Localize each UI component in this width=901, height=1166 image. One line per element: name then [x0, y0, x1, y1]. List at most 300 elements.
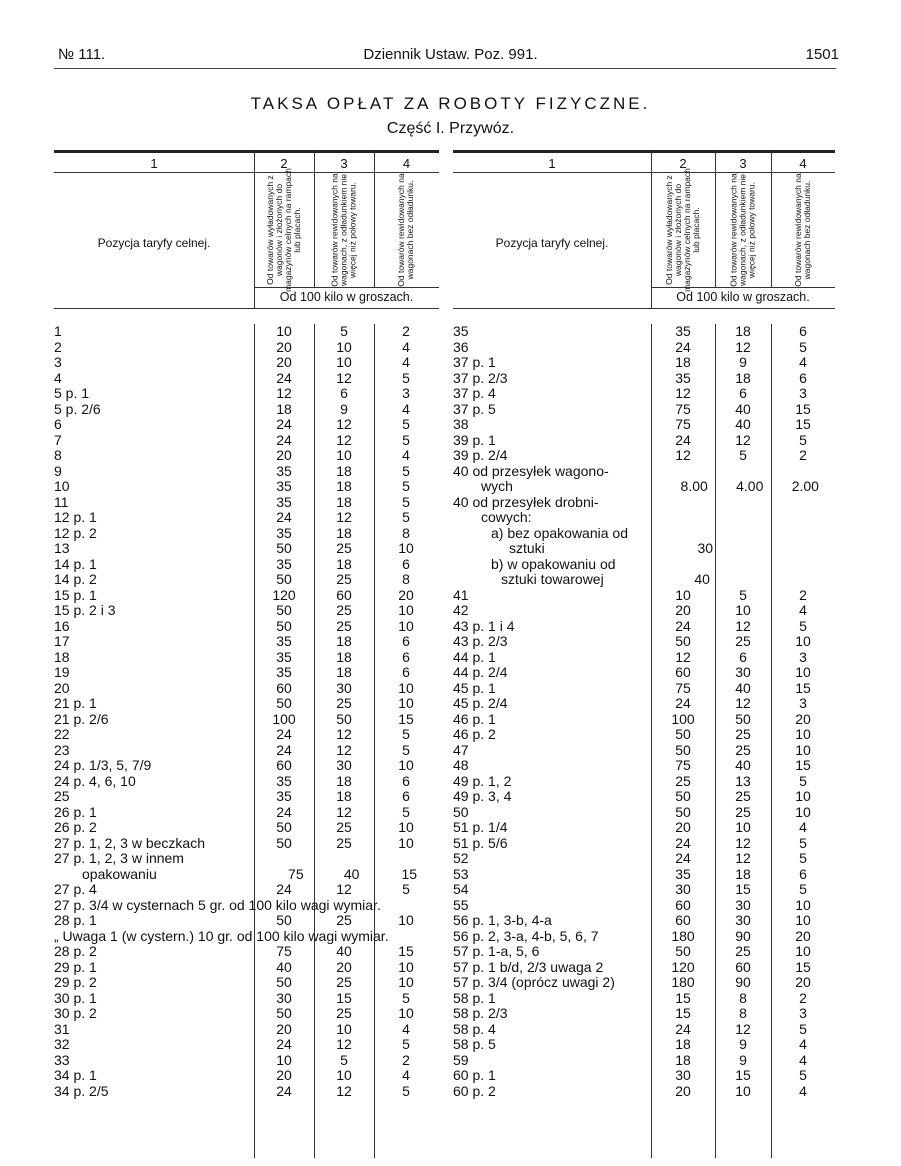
- position-cell: „ Uwaga 1 (w cystern.) 10 gr. od 100 kilo wagi wymiar.: [54, 927, 389, 944]
- unload-fee-cell: 8.00: [680, 478, 708, 494]
- table-row: [453, 1084, 835, 1100]
- table-row: [54, 433, 439, 449]
- unload-fee-cell: 35: [276, 633, 292, 649]
- inspection-fee-cell: 20: [795, 710, 811, 727]
- unload-fee-cell: 18: [675, 1036, 691, 1052]
- unload-fee-cell: 20: [276, 354, 292, 370]
- unload-fee-cell: 35: [675, 369, 691, 386]
- inspection-fee-cell: 4: [402, 338, 410, 355]
- inspection-fee-cell: 5: [402, 741, 410, 758]
- position-cell: 14 p. 1: [54, 555, 97, 572]
- partial-inspection-fee-cell: 5: [340, 323, 348, 339]
- table-row: [453, 820, 835, 836]
- table-row: [453, 712, 835, 728]
- table-row: [453, 1068, 835, 1084]
- inspection-fee-cell: 20: [795, 974, 811, 990]
- partial-inspection-fee-cell: 25: [735, 741, 751, 758]
- unload-fee-cell: 35: [276, 648, 292, 665]
- unload-fee-cell: 24: [675, 850, 691, 866]
- partial-inspection-fee-cell: 10: [336, 447, 352, 463]
- unload-fee-cell: 24: [276, 726, 292, 742]
- position-cell: 30 p. 2: [54, 1005, 97, 1021]
- unload-fee-cell: 12: [675, 648, 691, 665]
- unload-fee-cell: 50: [276, 1005, 292, 1021]
- table-row: [453, 464, 835, 480]
- partial-inspection-fee-cell: 40: [343, 865, 360, 882]
- table-row: [54, 634, 439, 650]
- position-cell: 51 p. 1/4: [453, 819, 508, 835]
- inspection-fee-cell: 2.00: [791, 478, 819, 494]
- position-cell: 57 p. 3/4 (oprócz uwagi 2): [453, 974, 615, 990]
- position-cell: 58 p. 4: [453, 1020, 496, 1037]
- partial-inspection-fee-cell: 25: [735, 803, 751, 820]
- partial-inspection-fee-cell: 9: [739, 354, 747, 370]
- position-cell: 5 p. 2/6: [54, 400, 101, 417]
- inspection-fee-cell: 5: [799, 834, 807, 851]
- partial-inspection-fee-cell: 25: [336, 974, 352, 990]
- position-cell: 58 p. 2/3: [453, 1005, 508, 1021]
- table-row: [54, 882, 439, 898]
- position-cell: 56 p. 2, 3-a, 4-b, 5, 6, 7: [453, 927, 599, 944]
- position-cell: 15 p. 2 i 3: [54, 602, 116, 618]
- unload-fee-cell: 60: [675, 664, 691, 680]
- partial-inspection-fee-cell: 60: [735, 958, 751, 975]
- unload-fee-cell: 35: [675, 323, 691, 339]
- partial-inspection-fee-cell: 12: [336, 803, 352, 820]
- partial-inspection-fee-cell: 30: [336, 679, 352, 696]
- partial-inspection-fee-cell: 12: [336, 416, 352, 432]
- partial-inspection-fee-cell: 8: [739, 1005, 747, 1021]
- inspection-fee-cell: 3: [799, 695, 807, 711]
- partial-inspection-fee-cell: 10: [336, 1067, 352, 1083]
- document-subtitle: Część I. Przywóz.: [386, 120, 515, 137]
- unload-fee-cell: 180: [671, 974, 695, 990]
- position-cell: 55: [453, 896, 469, 913]
- position-cell: 45 p. 1: [453, 679, 496, 696]
- inspection-fee-cell: 6: [799, 369, 807, 386]
- inspection-fee-cell: 10: [398, 1005, 414, 1021]
- unload-fee-cell: 24: [276, 431, 292, 448]
- position-cell: 39 p. 2/4: [453, 447, 508, 463]
- inspection-fee-cell: 5: [799, 1067, 807, 1083]
- table-row: [54, 650, 439, 666]
- partial-inspection-fee-cell: 40: [735, 416, 751, 432]
- unit-header: Od 100 kilo w groszach.: [279, 290, 414, 304]
- inspection-fee-cell: 10: [795, 741, 811, 758]
- inspection-fee-cell: 8: [402, 571, 410, 587]
- inspection-fee-cell: 6: [402, 633, 410, 649]
- position-cell: 50: [453, 803, 469, 820]
- unload-fee-cell: 18: [675, 1051, 691, 1068]
- partial-inspection-fee-cell: 5: [739, 586, 747, 603]
- unload-fee-cell: 30: [276, 989, 292, 1006]
- journal-title: Dziennik Ustaw. Poz. 991.: [363, 46, 538, 63]
- inspection-fee-cell: 4: [799, 1036, 807, 1052]
- partial-inspection-fee-cell: 9: [739, 1036, 747, 1052]
- table-row: [453, 727, 835, 743]
- table-row: [54, 913, 439, 929]
- inspection-fee-cell: 15: [795, 757, 811, 773]
- table-row: [453, 944, 835, 960]
- table-row: [54, 696, 439, 712]
- position-cell: 42: [453, 602, 469, 618]
- inspection-fee-cell: 10: [398, 695, 414, 711]
- partial-inspection-fee-cell: 25: [336, 617, 352, 634]
- inspection-fee-cell: 10: [795, 788, 811, 804]
- position-cell: 8: [54, 447, 62, 463]
- inspection-fee-cell: 5: [799, 881, 807, 897]
- table-row: [54, 774, 439, 790]
- column-number: 1: [150, 156, 158, 171]
- unload-fee-cell: 75: [288, 865, 304, 882]
- tariff-table-right: [453, 150, 835, 1158]
- inspection-fee-cell: 5: [799, 338, 807, 355]
- table-row: [54, 867, 439, 883]
- unload-fee-cell: 10: [276, 323, 292, 339]
- table-row: [54, 758, 439, 774]
- table-row: [453, 510, 835, 526]
- position-cell: 18: [54, 648, 70, 665]
- unload-fee-cell: 24: [276, 369, 292, 386]
- unload-fee-cell: 15: [675, 989, 691, 1006]
- table-row: [54, 526, 439, 542]
- partial-inspection-fee-cell: 12: [735, 338, 751, 355]
- partial-inspection-fee-cell: 90: [735, 927, 751, 944]
- table-row: [453, 960, 835, 976]
- table-row: [54, 479, 439, 495]
- header-rule: [54, 308, 439, 309]
- position-cell: 25: [54, 788, 70, 804]
- inspection-fee-cell: 15: [795, 416, 811, 432]
- partial-inspection-fee-cell: 10: [336, 338, 352, 355]
- unload-fee-cell: 50: [276, 602, 292, 618]
- inspection-fee-cell: 5: [402, 369, 410, 386]
- partial-inspection-fee-cell: 50: [336, 710, 352, 727]
- page-number: 1501: [805, 46, 839, 63]
- partial-inspection-fee-cell: 10: [336, 354, 352, 370]
- table-row: [453, 836, 835, 852]
- partial-inspection-fee-cell: 12: [735, 1020, 751, 1037]
- unload-fee-cell: 10: [276, 1051, 292, 1068]
- partial-inspection-fee-cell: 5: [739, 447, 747, 463]
- inspection-fee-cell: 5: [799, 850, 807, 866]
- inspection-fee-cell: 2: [799, 586, 807, 603]
- partial-inspection-fee-cell: 25: [336, 540, 352, 556]
- inspection-fee-cell: 10: [398, 679, 414, 696]
- partial-inspection-fee-cell: 12: [336, 369, 352, 386]
- partial-inspection-fee-cell: 25: [735, 788, 751, 804]
- partial-inspection-fee-cell: 10: [735, 1082, 751, 1099]
- inspection-fee-cell: 4: [402, 1067, 410, 1083]
- table-row: [453, 526, 835, 542]
- position-cell: 52: [453, 850, 469, 866]
- inspection-fee-cell: 6: [402, 664, 410, 680]
- column-number: 1: [548, 156, 556, 171]
- inspection-fee-cell: 4: [799, 1051, 807, 1068]
- table-row: [453, 619, 835, 635]
- partial-inspection-fee-cell: 18: [336, 788, 352, 804]
- partial-inspection-fee-cell: 10: [336, 1020, 352, 1037]
- position-cell: 27 p. 1, 2, 3 w innem: [54, 850, 184, 866]
- partial-inspection-fee-cell: 13: [735, 772, 751, 789]
- inspection-fee-cell: 6: [402, 555, 410, 572]
- partial-inspection-fee-cell: 15: [735, 881, 751, 897]
- unload-fee-cell: 35: [276, 493, 292, 510]
- position-cell: 4: [54, 369, 62, 386]
- unload-fee-cell: 60: [675, 912, 691, 928]
- unload-fee-cell: 50: [675, 633, 691, 649]
- partial-inspection-fee-cell: 12: [336, 1082, 352, 1099]
- position-cell: 37 p. 2/3: [453, 369, 508, 386]
- unload-fee-cell: 30: [675, 1067, 691, 1083]
- inspection-fee-cell: 20: [398, 586, 414, 603]
- inspection-fee-cell: 5: [402, 478, 410, 494]
- table-row: [54, 975, 439, 991]
- unload-fee-cell: 24: [675, 338, 691, 355]
- partial-inspection-fee-cell: 40: [336, 943, 352, 959]
- partial-inspection-fee-cell: 12: [735, 617, 751, 634]
- partial-inspection-fee-cell: 50: [735, 710, 751, 727]
- inspection-fee-cell: 10: [398, 617, 414, 634]
- inspection-fee-cell: 10: [398, 912, 414, 928]
- table-row: [453, 665, 835, 681]
- position-cell: 32: [54, 1036, 70, 1052]
- position-cell: 48: [453, 757, 469, 773]
- partial-inspection-fee-cell: 25: [336, 602, 352, 618]
- table-row: [54, 1084, 439, 1100]
- partial-inspection-fee-cell: 25: [735, 726, 751, 742]
- position-cell: 56 p. 1, 3-b, 4-a: [453, 912, 552, 928]
- position-cell: 46 p. 1: [453, 710, 496, 727]
- inspection-fee-cell: 5: [402, 416, 410, 432]
- column-number: 4: [799, 156, 807, 171]
- position-cell: 34 p. 2/5: [54, 1082, 109, 1099]
- unload-fee-cell: 24: [276, 1082, 292, 1099]
- table-row: [453, 991, 835, 1007]
- partial-inspection-fee-cell: 9: [340, 400, 348, 417]
- inspection-fee-cell: 20: [795, 927, 811, 944]
- position-cell: 29 p. 1: [54, 958, 97, 975]
- position-cell: 24 p. 1/3, 5, 7/9: [54, 757, 152, 773]
- position-cell: wych: [481, 478, 513, 494]
- inspection-fee-cell: 8: [402, 524, 410, 541]
- partial-inspection-fee-cell: 18: [336, 648, 352, 665]
- table-row: [54, 619, 439, 635]
- partial-inspection-fee-cell: 18: [336, 772, 352, 789]
- table-row: [54, 1006, 439, 1022]
- table-row: [453, 913, 835, 929]
- partial-inspection-fee-cell: 30: [735, 912, 751, 928]
- table-row: [54, 324, 439, 340]
- inspection-fee-cell: 2: [799, 447, 807, 463]
- table-row: [453, 386, 835, 402]
- table-row: [54, 805, 439, 821]
- unload-fee-cell: 50: [675, 726, 691, 742]
- table-row: [54, 340, 439, 356]
- unload-fee-cell: 75: [675, 679, 691, 696]
- position-cell: 44 p. 2/4: [453, 664, 508, 680]
- unload-fee-cell: 20: [675, 819, 691, 835]
- inspection-fee-cell: 10: [795, 664, 811, 680]
- table-row: [54, 1053, 439, 1069]
- partial-inspection-fee-cell: 12: [336, 881, 352, 897]
- unload-fee-cell: 100: [671, 710, 695, 727]
- position-cell: 39 p. 1: [453, 431, 496, 448]
- table-row: [453, 805, 835, 821]
- unload-fee-cell: 20: [276, 338, 292, 355]
- inspection-fee-cell: 15: [398, 710, 414, 727]
- unload-fee-cell: 120: [671, 958, 695, 975]
- tariff-table-left: [54, 150, 439, 1158]
- inspection-fee-cell: 10: [398, 757, 414, 773]
- position-cell: sztuki: [509, 540, 545, 556]
- unload-fee-cell: 30: [675, 881, 691, 897]
- unload-fee-cell: 120: [272, 586, 296, 603]
- inspection-fee-cell: 10: [398, 540, 414, 556]
- partial-inspection-fee-cell: 12: [735, 850, 751, 866]
- inspection-fee-cell: 10: [398, 602, 414, 618]
- unload-fee-cell: 24: [276, 803, 292, 820]
- inspection-fee-cell: 10: [398, 974, 414, 990]
- inspection-fee-cell: 5: [799, 1020, 807, 1037]
- table-row: [453, 417, 835, 433]
- table-row: [54, 991, 439, 1007]
- unload-fee-cell: 15: [675, 1005, 691, 1021]
- unload-fee-cell: 40: [276, 958, 292, 975]
- unload-fee-cell: 35: [276, 524, 292, 541]
- unload-fee-cell: 35: [276, 772, 292, 789]
- position-cell: 34 p. 1: [54, 1067, 97, 1083]
- column-divider: [254, 150, 255, 308]
- unload-fee-cell: 50: [276, 974, 292, 990]
- unload-fee-cell: 12: [675, 385, 691, 401]
- partial-inspection-fee-cell: 25: [336, 834, 352, 851]
- table-row: [453, 1037, 835, 1053]
- inspection-fee-cell: 3: [799, 385, 807, 401]
- unload-fee-cell: 50: [276, 834, 292, 851]
- table-row: [54, 1068, 439, 1084]
- partial-inspection-fee-cell: 60: [336, 586, 352, 603]
- table-row: [453, 758, 835, 774]
- position-cell: 28 p. 1: [54, 912, 97, 928]
- table-row: [54, 495, 439, 511]
- unload-fee-cell: 35: [276, 555, 292, 572]
- inspection-fee-cell: 6: [402, 648, 410, 665]
- partial-inspection-fee-cell: 30: [336, 757, 352, 773]
- header-rule: [54, 172, 439, 173]
- table-row: [453, 340, 835, 356]
- inspection-fee-cell: 15: [795, 400, 811, 417]
- position-cell: 12 p. 2: [54, 524, 97, 541]
- table-row: [453, 448, 835, 464]
- partial-inspection-fee-cell: 18: [336, 462, 352, 479]
- partial-inspection-fee-cell: 12: [735, 431, 751, 448]
- position-cell: 33: [54, 1051, 70, 1068]
- table-row: [54, 417, 439, 433]
- position-cell: 24 p. 4, 6, 10: [54, 772, 136, 789]
- partial-inspection-fee-cell: 6: [739, 648, 747, 665]
- table-row: [54, 402, 439, 418]
- position-cell: 15 p. 1: [54, 586, 97, 603]
- partial-inspection-fee-cell: 5: [340, 1051, 348, 1068]
- table-row: [54, 572, 439, 588]
- position-cell: 43 p. 2/3: [453, 633, 508, 649]
- unload-fee-cell: 12: [276, 385, 292, 401]
- table-row: [453, 588, 835, 604]
- partial-inspection-fee-cell: 12: [336, 726, 352, 742]
- partial-inspection-fee-cell: 12: [336, 509, 352, 525]
- position-cell: 23: [54, 741, 70, 758]
- partial-inspection-fee-cell: 18: [336, 478, 352, 494]
- position-cell: 27 p. 4: [54, 881, 97, 897]
- position-cell: 37 p. 1: [453, 354, 496, 370]
- unload-fee-cell: 30: [697, 540, 714, 556]
- position-cell: 59: [453, 1051, 469, 1068]
- table-row: [453, 355, 835, 371]
- partial-inspection-fee-cell: 12: [336, 741, 352, 758]
- table-row: [453, 743, 835, 759]
- inspection-fee-cell: 5: [402, 509, 410, 525]
- table-row: [453, 867, 835, 883]
- partial-inspection-fee-cell: 25: [735, 633, 751, 649]
- inspection-fee-cell: 4: [799, 602, 807, 618]
- position-cell: 2: [54, 338, 62, 355]
- table-row: [453, 882, 835, 898]
- position-cell: 40 od przesyłek drobni-: [453, 493, 599, 510]
- position-cell: 17: [54, 633, 70, 649]
- inspection-fee-cell: 5: [799, 431, 807, 448]
- inspection-fee-cell: 10: [398, 958, 414, 975]
- partial-inspection-fee-cell: 12: [735, 834, 751, 851]
- partial-inspection-fee-cell: 10: [735, 602, 751, 618]
- table-row: [453, 324, 835, 340]
- inspection-fee-cell: 3: [799, 648, 807, 665]
- unload-fee-cell: 50: [675, 788, 691, 804]
- position-cell: 14 p. 2: [54, 571, 97, 587]
- unload-fee-cell: 24: [276, 881, 292, 897]
- table-row: [54, 789, 439, 805]
- inspection-fee-cell: 4: [402, 1020, 410, 1037]
- table-top-rule: [453, 150, 835, 153]
- position-cell: 37 p. 5: [453, 400, 496, 417]
- table-row: [453, 851, 835, 867]
- table-row: [453, 929, 835, 945]
- partial-inspection-fee-cell: 18: [735, 865, 751, 882]
- table-body: [54, 324, 439, 1099]
- unload-fee-cell: 60: [276, 679, 292, 696]
- unload-fee-cell: 24: [276, 741, 292, 758]
- inspection-fee-cell: 10: [795, 896, 811, 913]
- position-cell: 49 p. 1, 2: [453, 772, 512, 789]
- table-row: [453, 603, 835, 619]
- unload-fee-cell: 75: [675, 757, 691, 773]
- inspection-fee-cell: 6: [799, 865, 807, 882]
- table-row: [54, 665, 439, 681]
- position-cell: 21 p. 2/6: [54, 710, 109, 727]
- inspection-fee-cell: 3: [799, 1005, 807, 1021]
- inspection-fee-cell: 10: [795, 726, 811, 742]
- table-row: [453, 789, 835, 805]
- table-row: [54, 557, 439, 573]
- partial-inspection-fee-cell: 25: [336, 571, 352, 587]
- unload-fee-cell: 60: [276, 757, 292, 773]
- table-row: [54, 355, 439, 371]
- partial-inspection-fee-cell: 18: [336, 555, 352, 572]
- partial-inspection-fee-cell: 18: [336, 633, 352, 649]
- position-cell: 13: [54, 540, 70, 556]
- column-number: 2: [280, 156, 288, 171]
- unload-fee-cell: 24: [675, 695, 691, 711]
